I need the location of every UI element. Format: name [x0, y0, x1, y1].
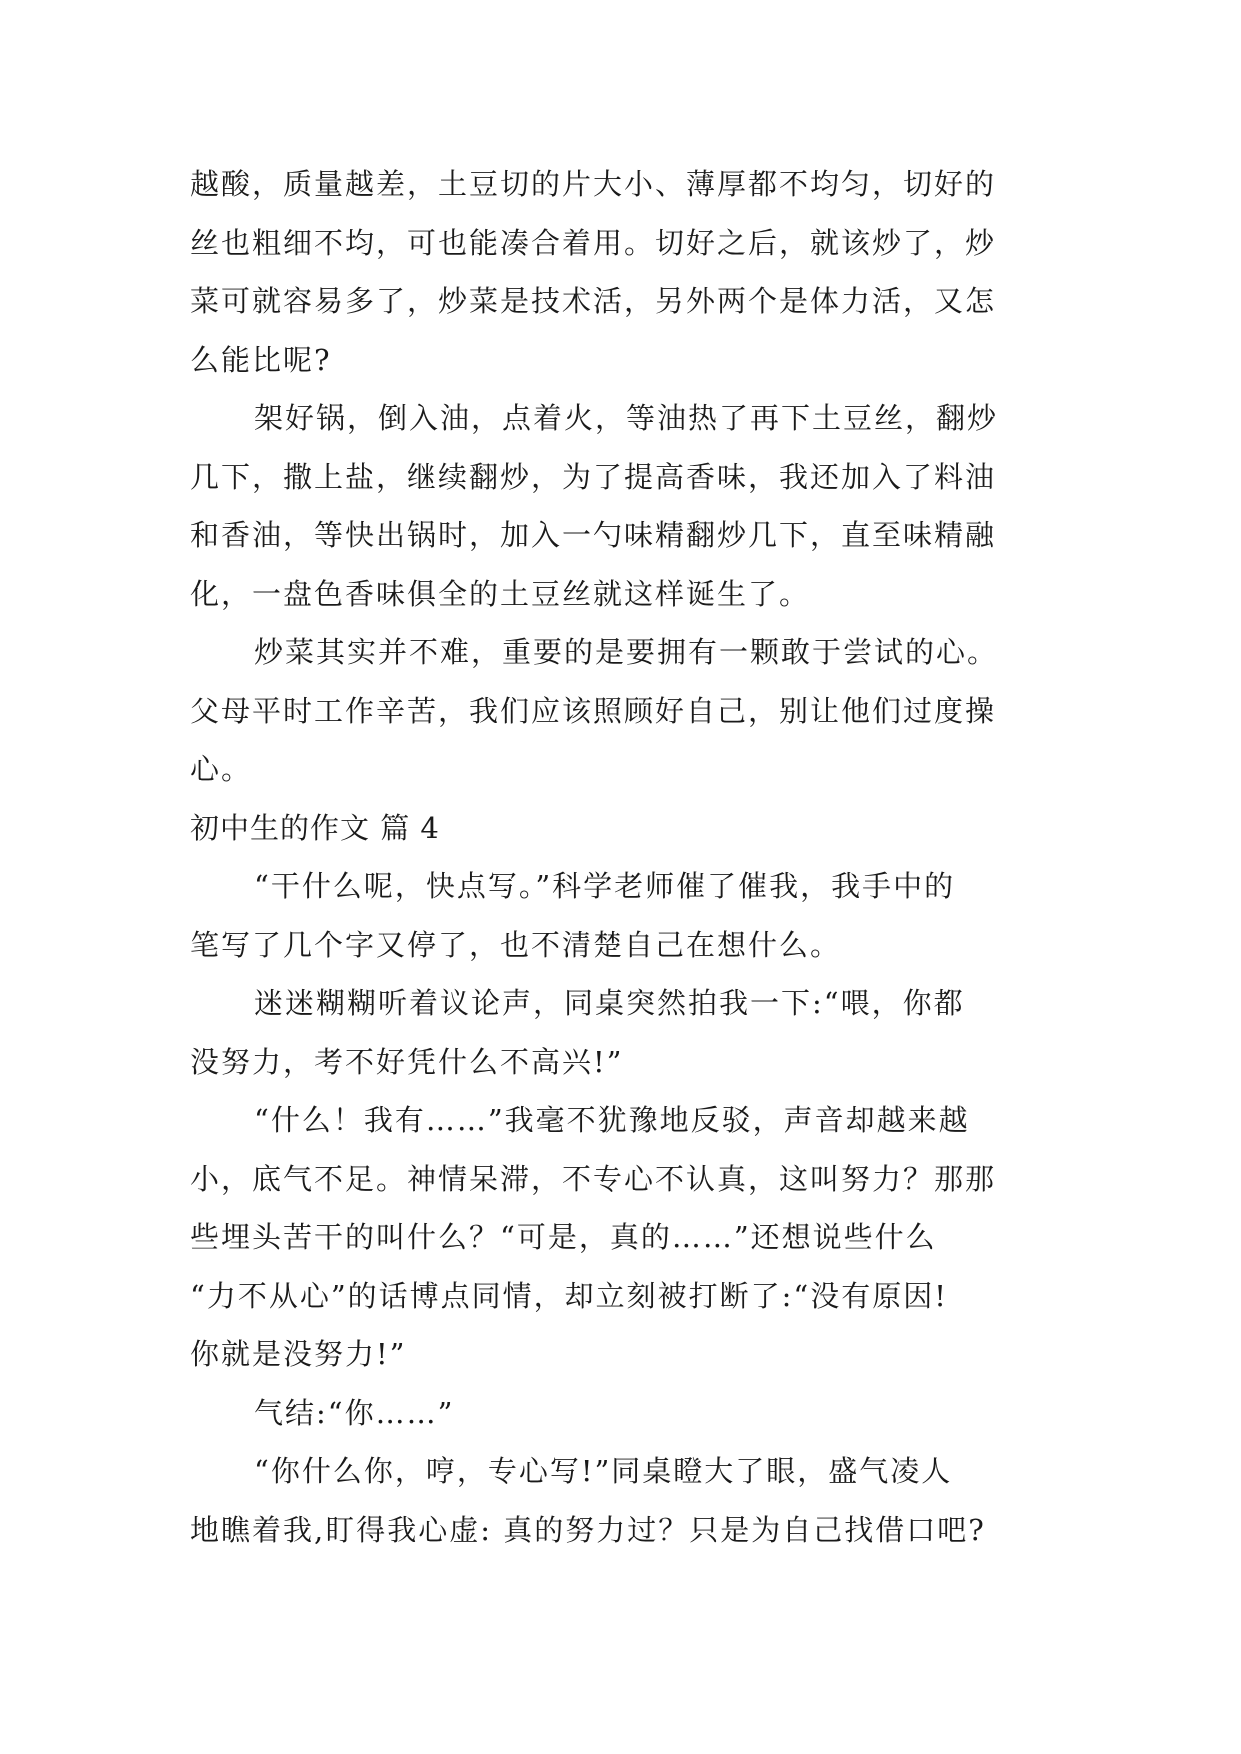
text-line: 心。 — [190, 752, 253, 786]
text-line: 地瞧着我,盯得我心虚: 真的努力过？只是为自己找借口吧? — [190, 1512, 986, 1547]
text-line: 笔写了几个字又停了，也不清楚自己在想什么。 — [190, 927, 842, 962]
section-heading: 初中生的作文 篇 4 — [190, 810, 440, 845]
text-line: 化，一盘色香味俱全的土豆丝就这样诞生了。 — [190, 576, 811, 611]
paragraph-first-line: 迷迷糊糊听着议论声，同桌突然拍我一下:“喂，你都 — [254, 986, 965, 1020]
text-line: 菜可就容易多了，炒菜是技术活，另外两个是体力活，又怎 — [190, 284, 997, 318]
paragraph-first-line: 气结:“你……” — [254, 1395, 455, 1430]
text-line: 没努力，考不好凭什么不高兴!” — [190, 1044, 624, 1079]
essay-body — [190, 155, 1060, 1559]
text-line: 越酸，质量越差，土豆切的片大小、薄厚都不均匀，切好的 — [190, 167, 997, 201]
text-line: 么能比呢? — [190, 342, 332, 377]
text-line: 几下，撒上盐，继续翻炒，为了提高香味，我还加入了料油 — [190, 459, 997, 494]
text-line: 小，底气不足。神情呆滞，不专心不认真，这叫努力？那那 — [190, 1161, 997, 1196]
text-line: 些埋头苦干的叫什么？“可是，真的……”还想说些什么 — [190, 1220, 937, 1254]
text-line: “力不从心”的话博点同情，却立刻被打断了:“没有原因! — [190, 1278, 948, 1313]
paragraph-first-line: “什么！我有……”我毫不犹豫地反驳，声音却越来越 — [254, 1103, 970, 1137]
paragraph-first-line: 炒菜其实并不难，重要的是要拥有一颗敢于尝试的心。 — [254, 635, 999, 669]
text-line: 你就是没努力!” — [190, 1337, 407, 1371]
text-line: 父母平时工作辛苦，我们应该照顾好自己，别让他们过度操 — [190, 693, 997, 728]
paragraph-first-line: 架好锅，倒入油，点着火，等油热了再下土豆丝，翻炒 — [254, 401, 999, 435]
text-line: 和香油，等快出锅时，加入一勺味精翻炒几下，直至味精融 — [190, 518, 997, 552]
text-line: 丝也粗细不均，可也能凑合着用。切好之后，就该炒了，炒 — [190, 225, 997, 260]
paragraph-first-line: “干什么呢，快点写。”科学老师催了催我，我手中的 — [254, 869, 956, 903]
paragraph-first-line: “你什么你，哼，专心写!”同桌瞪大了眼，盛气凌人 — [254, 1454, 953, 1488]
